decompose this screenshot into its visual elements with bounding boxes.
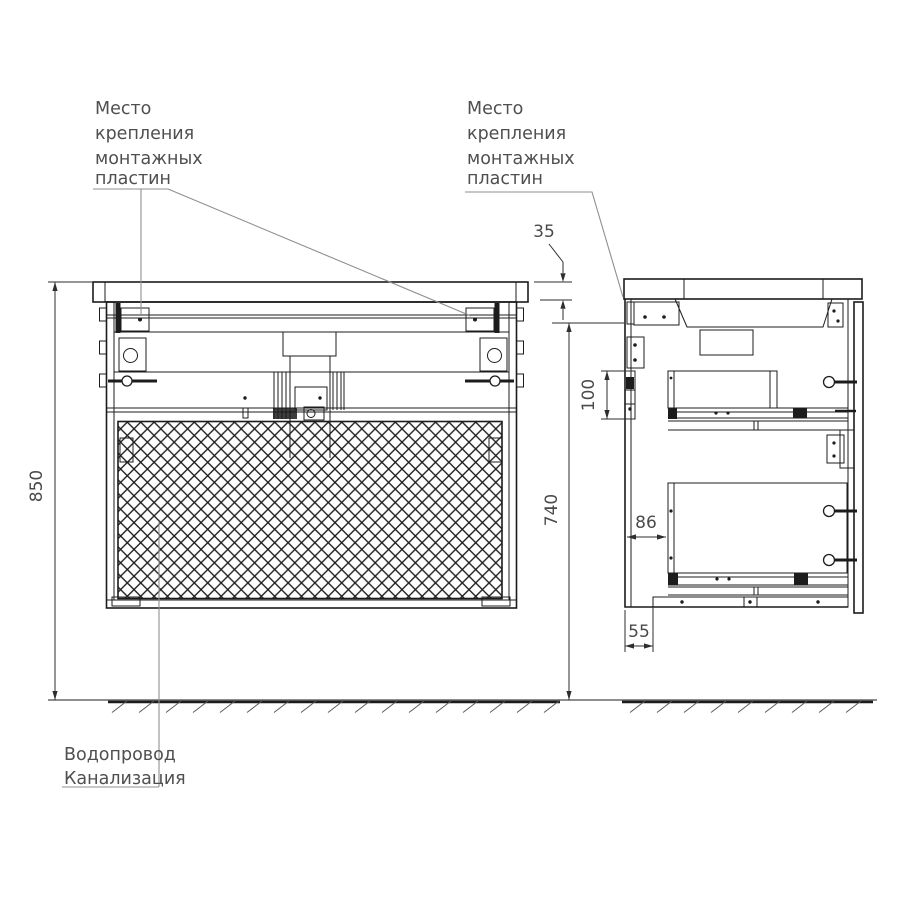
dimension-55 bbox=[625, 607, 653, 652]
side-handle-screws bbox=[824, 377, 858, 566]
label-mounting-right-line3: монтажных bbox=[467, 149, 575, 169]
label-mounting-right-line1: Место bbox=[467, 99, 524, 119]
ground-line bbox=[48, 700, 877, 713]
label-mounting-left-line2: крепления bbox=[95, 124, 195, 144]
dim-86-text: 86 bbox=[635, 513, 657, 533]
dimension-86 bbox=[627, 513, 666, 540]
label-plumbing-line1: Водопровод bbox=[64, 745, 176, 765]
front-view bbox=[93, 282, 528, 608]
label-plumbing bbox=[64, 745, 186, 789]
dim-35-text: 35 bbox=[533, 222, 555, 242]
side-countertop bbox=[624, 279, 862, 299]
side-sink-bowl bbox=[675, 299, 832, 355]
label-mounting-right-line2: крепления bbox=[467, 124, 567, 144]
label-mounting-left-line4: пластин bbox=[95, 169, 171, 189]
front-side-screws bbox=[108, 376, 514, 386]
label-plumbing-line2: Канализация bbox=[64, 769, 186, 789]
front-wall-tabs bbox=[100, 308, 524, 387]
side-mounting-plates bbox=[625, 302, 679, 419]
front-hinge-plates bbox=[119, 338, 507, 371]
front-countertop bbox=[93, 282, 528, 302]
label-mounting-left bbox=[95, 99, 203, 189]
label-mounting-right-line4: пластин bbox=[467, 169, 543, 189]
dim-740-text: 740 bbox=[542, 493, 562, 527]
side-view bbox=[624, 279, 863, 613]
label-mounting-left-line3: монтажных bbox=[95, 149, 203, 169]
side-lower-drawer bbox=[668, 483, 848, 595]
front-drawer-panel-hatched bbox=[112, 422, 510, 607]
label-mounting-right bbox=[467, 99, 575, 189]
dim-850-text: 850 bbox=[27, 469, 47, 503]
dim-100-text: 100 bbox=[579, 378, 599, 412]
dimension-850 bbox=[27, 282, 93, 700]
label-mounting-left-line1: Место bbox=[95, 99, 152, 119]
dim-55-text: 55 bbox=[628, 622, 650, 642]
dimension-35 bbox=[533, 222, 572, 320]
